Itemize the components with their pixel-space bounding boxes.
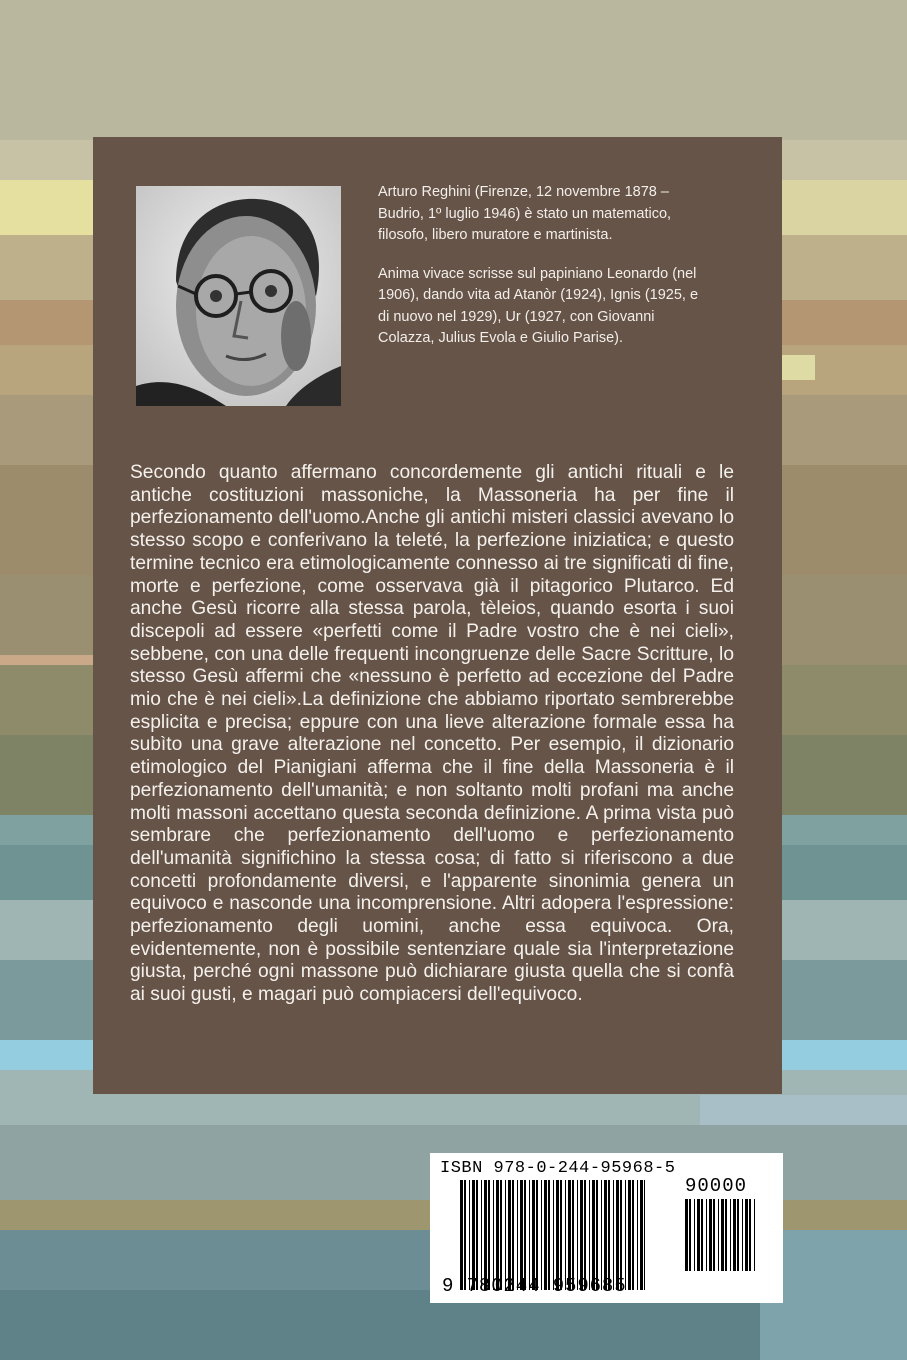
barcode-bar: [565, 1180, 566, 1290]
barcode-bar: [749, 1199, 751, 1271]
barcode-bar: [493, 1180, 494, 1290]
barcode-bar: [481, 1180, 482, 1290]
barcode-bar: [469, 1180, 470, 1290]
barcode-bar: [701, 1199, 703, 1271]
barcode-bar: [524, 1180, 526, 1290]
price-barcode-bars: [685, 1199, 755, 1271]
barcode-bar: [625, 1180, 626, 1290]
blurb-text: Secondo quanto affermano concordemente gli antichi rituali e le antiche costituzioni massoniche, la Massoneria ha per fine il perfezionamento dell'uomo.Anche gli antichi misteri classici avevano lo stesso scopo e conferivano la teleté, la perfezione iniziatica; e questo termine tecnico era etimologicamente connesso ai tre significati di fine, morte e perfezione, come osservava già il pitagorico Plutarco. Ed anche Gesù ricorre alla stessa parola, tèleios, quando esorta i suoi discepoli ad essere «perfetti come il Padre vostro che è nei cieli», sebbene, con una delle frequenti incongruenze delle Sacre Scritture, lo stesso Gesù affermi che «nessuno è perfetto ad eccezione del Padre mio che è nei cieli».La definizione che abbiamo riportato sembrerebbe esplicita e precisa; eppure con una lieve alterazione formale essa ha subìto una grave alterazione nel concetto. Per esempio, il dizionario etimologico del Pianigiani afferma che il fine della Massoneria è il perfezionamento dell'umanità; e non soltanto molti profani ma anche molti massoni accettano questa seconda definizione. A prima vista può sembrare che perfezionamento dell'uomo e perfezionamento dell'umanità significhino la stessa cosa; di fatto si riferiscono a due concetti profondamente diversi, e l'apparente sinonimia genera un equivoco e nasconde una incomprensione. Altri adopera l'espressione: perfezionamento degli uomini, anche essa equivoca. Ora, evidentemente, non è possibile sentenziare quale sia l'interpretazione giusta, perché ogni massone può dichiarare giusta quella che si confà ai suoi gusti, e magari può compiacersi dell'equivoco.: [130, 462, 734, 1006]
barcode-bar: [637, 1180, 638, 1290]
barcode-bar: [572, 1180, 574, 1290]
barcode-bar: [500, 1180, 502, 1290]
barcode-bar: [718, 1199, 719, 1271]
barcode-bar: [553, 1180, 554, 1290]
barcode-bar: [460, 1180, 463, 1290]
barcode-bar: [568, 1180, 571, 1290]
barcode-bar: [536, 1180, 538, 1290]
barcode-bar: [697, 1199, 700, 1271]
background-stripe: [780, 355, 815, 380]
barcode-bar: [580, 1180, 583, 1290]
barcode-bar: [742, 1199, 743, 1271]
barcode-bar: [589, 1180, 590, 1290]
barcode-bar: [730, 1199, 731, 1271]
barcode-bar: [560, 1180, 562, 1290]
barcode-bar: [484, 1180, 487, 1290]
barcode-digits: 9 780244 959685: [442, 1275, 627, 1297]
background-stripe: [0, 180, 95, 235]
barcode-bar: [709, 1199, 712, 1271]
barcode-bar: [512, 1180, 514, 1290]
author-bio: [378, 182, 708, 367]
barcode-bar: [541, 1180, 542, 1290]
barcode-bar: [608, 1180, 610, 1290]
barcode-bar: [464, 1180, 466, 1290]
barcode-bar: [472, 1180, 475, 1290]
barcode-bar: [644, 1180, 645, 1290]
barcode-bar: [613, 1180, 614, 1290]
barcode-bar: [601, 1180, 602, 1290]
barcode-bar: [713, 1199, 715, 1271]
isbn-label: ISBN 978-0-244-95968-5: [440, 1159, 676, 1178]
price-code: 90000: [685, 1175, 748, 1197]
barcode-bar: [754, 1199, 755, 1271]
barcode-bar: [640, 1180, 643, 1290]
barcode-bar: [737, 1199, 739, 1271]
author-portrait: [136, 186, 341, 406]
barcode-bar: [548, 1180, 550, 1290]
barcode-bar: [685, 1199, 688, 1271]
barcode-bar: [745, 1199, 748, 1271]
barcode-bar: [604, 1180, 607, 1290]
barcode-bar: [706, 1199, 707, 1271]
barcode-bar: [596, 1180, 598, 1290]
barcode-bar: [517, 1180, 518, 1290]
barcode-bar: [520, 1180, 523, 1290]
bio-paragraph-2: Anima vivace scrisse sul papiniano Leonardo (nel 1906), dando vita ad Atanòr (1924), Ignis (1925, e di nuovo nel 1929), Ur (1927, con Giovanni Colazza, Julius Evola e Giulio Parise).: [378, 265, 699, 346]
barcode-bar: [556, 1180, 559, 1290]
barcode-bar: [689, 1199, 691, 1271]
barcode-bar: [496, 1180, 499, 1290]
barcode-bar: [476, 1180, 478, 1290]
barcode-bar: [584, 1180, 586, 1290]
barcode-bars: [460, 1180, 645, 1290]
bio-paragraph-1: Arturo Reghini (Firenze, 12 novembre 1878 – Budrio, 1º luglio 1946) è stato un matematico, filosofo, libero muratore e martinista.: [378, 184, 672, 243]
barcode-bar: [628, 1180, 631, 1290]
barcode-bar: [733, 1199, 736, 1271]
barcode-bar: [592, 1180, 595, 1290]
barcode-bar: [488, 1180, 490, 1290]
barcode-bar: [620, 1180, 622, 1290]
barcode-bar: [544, 1180, 547, 1290]
barcode-bar: [577, 1180, 578, 1290]
barcode-bar: [721, 1199, 724, 1271]
text-panel: [93, 137, 782, 1094]
barcode-bar: [694, 1199, 695, 1271]
isbn-barcode: [430, 1153, 783, 1303]
barcode-bar: [529, 1180, 530, 1290]
barcode-bar: [532, 1180, 535, 1290]
barcode-bar: [508, 1180, 511, 1290]
background-stripe: [0, 0, 907, 140]
barcode-bar: [505, 1180, 506, 1290]
barcode-bar: [725, 1199, 727, 1271]
barcode-bar: [632, 1180, 634, 1290]
barcode-bar: [616, 1180, 619, 1290]
